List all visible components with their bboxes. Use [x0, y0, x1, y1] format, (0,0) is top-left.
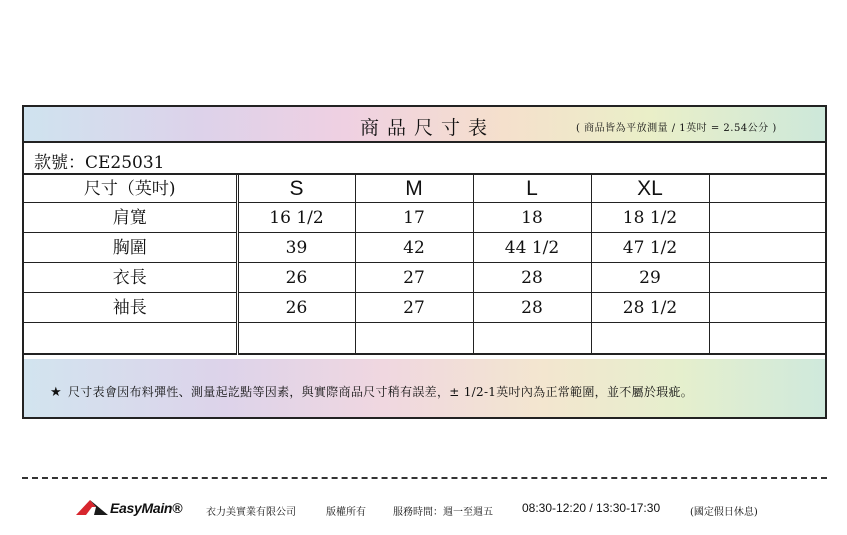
header-cell: L	[473, 175, 591, 203]
holiday-note: (國定假日休息)	[690, 507, 758, 518]
hours-label: 服務時間：週一至週五	[393, 507, 493, 518]
company-name: 衣力美實業有限公司	[206, 507, 296, 518]
table-cell: 27	[355, 263, 473, 293]
star-icon: ★	[50, 385, 62, 400]
table-row	[24, 233, 825, 263]
service-hours: 08:30-12:20 / 13:30-17:30	[522, 501, 661, 515]
header-cell: XL	[591, 175, 709, 203]
divider	[22, 477, 827, 479]
row-label: 衣長	[24, 263, 237, 293]
table-cell: 16 1/2	[237, 203, 355, 233]
table-cell	[709, 233, 825, 263]
table-row	[24, 263, 825, 293]
table-cell	[24, 323, 237, 355]
size-chart	[22, 105, 827, 419]
rights-text: 版權所有	[326, 507, 366, 518]
table-cell: 28	[473, 293, 591, 323]
table-cell: 47 1/2	[591, 233, 709, 263]
table-cell: 18	[473, 203, 591, 233]
model-number: 款號：CE25031	[34, 153, 165, 173]
chart-title: 商品尺寸表	[360, 117, 496, 139]
table-row	[24, 203, 825, 233]
table-cell: 26	[237, 263, 355, 293]
footer	[76, 496, 827, 522]
table-cell: 29	[591, 263, 709, 293]
header-cell: 尺寸（英吋)	[24, 175, 237, 203]
measurement-note: ( 商品皆為平放測量 / 1英吋 = 2.54公分 )	[576, 123, 777, 134]
header-cell: S	[237, 175, 355, 203]
table-cell: 28	[473, 263, 591, 293]
table-cell	[473, 323, 591, 355]
brand-logo	[76, 496, 194, 520]
table-cell	[237, 323, 355, 355]
disclaimer-bar	[24, 359, 825, 417]
title-bar	[24, 107, 825, 143]
table-cell: 42	[355, 233, 473, 263]
table-cell: 26	[237, 293, 355, 323]
table-cell: 28 1/2	[591, 293, 709, 323]
row-label: 袖長	[24, 293, 237, 323]
header-cell	[709, 175, 825, 203]
row-label: 肩寬	[24, 203, 237, 233]
mountain-logo-icon	[76, 498, 108, 516]
table-cell	[709, 203, 825, 233]
header-cell: M	[355, 175, 473, 203]
table-cell	[355, 323, 473, 355]
table-cell	[709, 293, 825, 323]
table-cell: 17	[355, 203, 473, 233]
table-cell	[709, 323, 825, 355]
table-header-row	[24, 175, 825, 203]
disclaimer-text: 尺寸表會因布料彈性、測量起訖點等因素，與實際商品尺寸稍有誤差，± 1/2-1英吋內為正常範圍，並不屬於瑕疵。	[67, 385, 694, 399]
table-cell: 44 1/2	[473, 233, 591, 263]
table-cell: 27	[355, 293, 473, 323]
size-table	[24, 175, 825, 355]
table-cell	[591, 323, 709, 355]
brand-name: EasyMain®	[110, 500, 183, 516]
disclaimer	[50, 383, 693, 400]
table-cell	[709, 263, 825, 293]
table-row	[24, 293, 825, 323]
blank-row	[24, 323, 825, 355]
row-label: 胸圍	[24, 233, 237, 263]
model-row	[24, 143, 825, 175]
table-cell: 39	[237, 233, 355, 263]
table-cell: 18 1/2	[591, 203, 709, 233]
